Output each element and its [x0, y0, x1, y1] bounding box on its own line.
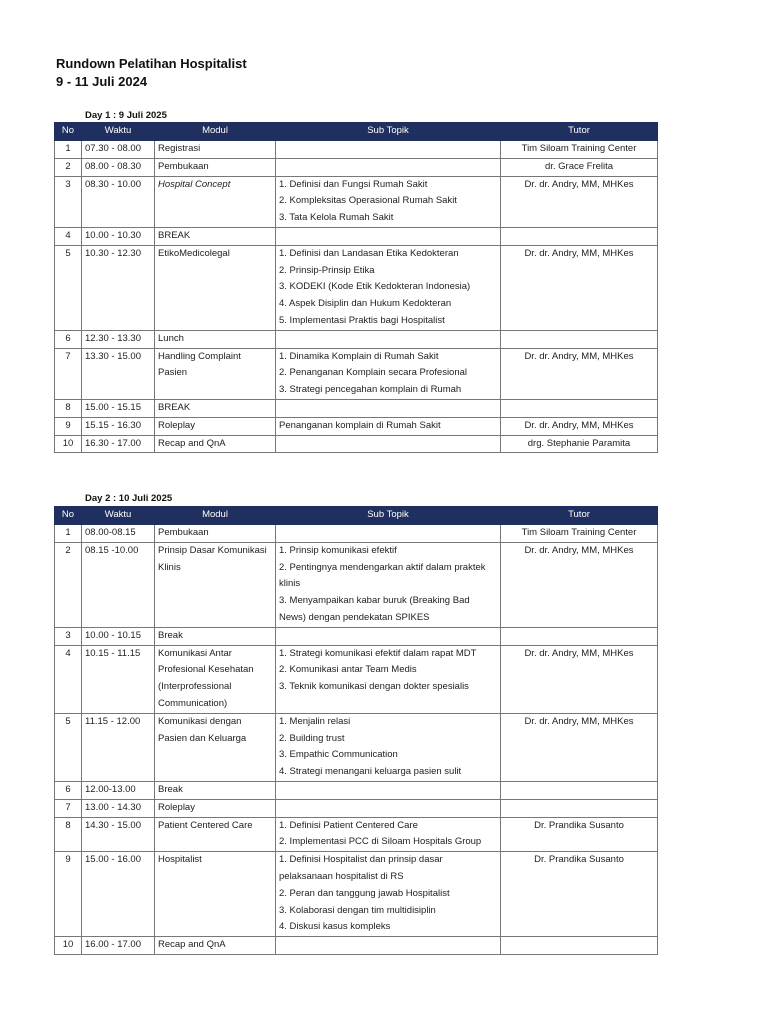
- row-tutor: Dr. Prandika Susanto: [501, 817, 658, 852]
- day1-table: [54, 122, 658, 453]
- row-subtopics: [276, 245, 501, 330]
- row-no: 7: [55, 799, 82, 817]
- row-module: Komunikasi Antar Profesional Kesehatan (Interprofessional Communication): [155, 645, 276, 713]
- day1-label: Day 1 : 9 Juli 2025: [85, 110, 167, 121]
- row-no: 2: [55, 158, 82, 176]
- row-module: Pembukaan: [155, 525, 276, 543]
- row-subtopics: [276, 435, 501, 453]
- subtopic-item: Penanganan komplain di Rumah Sakit: [279, 419, 441, 431]
- row-no: 9: [55, 852, 82, 937]
- header-no: No: [55, 507, 82, 525]
- row-tutor: [501, 227, 658, 245]
- row-no: 2: [55, 542, 82, 627]
- table-row: [55, 645, 658, 713]
- day2-table: [54, 506, 658, 955]
- table-row: [55, 245, 658, 330]
- subtopic-item: 2. Penanganan Komplain secara Profesional: [279, 367, 468, 379]
- table-row: [55, 817, 658, 852]
- row-tutor: Dr. Prandika Susanto: [501, 852, 658, 937]
- table-row: [55, 330, 658, 348]
- subtopic-item: 1. Definisi Hospitalist dan prinsip dasar pelaksanaan hospitalist di RS: [279, 854, 443, 882]
- row-time: 14.30 - 15.00: [82, 817, 155, 852]
- header-modul: Modul: [155, 507, 276, 525]
- header-sub-topik: Sub Topik: [276, 507, 501, 525]
- row-subtopics: [276, 348, 501, 399]
- row-tutor: [501, 330, 658, 348]
- table-row: [55, 435, 658, 453]
- row-no: 1: [55, 525, 82, 543]
- table-row: [55, 627, 658, 645]
- row-no: 10: [55, 435, 82, 453]
- header-sub-topik: Sub Topik: [276, 123, 501, 141]
- subtopic-item: 3. Tata Kelola Rumah Sakit: [279, 212, 394, 224]
- row-tutor: Tim Siloam Training Center: [501, 141, 658, 159]
- header-modul: Modul: [155, 123, 276, 141]
- header-tutor: Tutor: [501, 507, 658, 525]
- subtopic-item: 3. Kolaborasi dengan tim multidisiplin: [279, 904, 436, 916]
- row-time: 15.15 - 16.30: [82, 417, 155, 435]
- row-tutor: [501, 781, 658, 799]
- subtopic-item: 3. Strategi pencegahan komplain di Rumah: [279, 384, 462, 396]
- row-subtopics: [276, 713, 501, 781]
- table-row: [55, 852, 658, 937]
- header-waktu: Waktu: [82, 507, 155, 525]
- row-tutor: [501, 399, 658, 417]
- row-tutor: [501, 799, 658, 817]
- row-subtopics: [276, 645, 501, 713]
- header-waktu: Waktu: [82, 123, 155, 141]
- row-tutor: Dr. dr. Andry, MM, MHKes: [501, 417, 658, 435]
- subtopic-item: 3. Teknik komunikasi dengan dokter spesialis: [279, 681, 469, 693]
- table-header-row: [55, 123, 658, 141]
- row-module: Komunikasi dengan Pasien dan Keluarga: [155, 713, 276, 781]
- table-row: [55, 417, 658, 435]
- row-tutor: Dr. dr. Andry, MM, MHKes: [501, 245, 658, 330]
- row-subtopics: [276, 781, 501, 799]
- row-tutor: Dr. dr. Andry, MM, MHKes: [501, 645, 658, 713]
- header-tutor: Tutor: [501, 123, 658, 141]
- row-time: 15.00 - 16.00: [82, 852, 155, 937]
- row-time: 08.30 - 10.00: [82, 176, 155, 227]
- row-module: Pembukaan: [155, 158, 276, 176]
- row-module: BREAK: [155, 399, 276, 417]
- subtopic-item: 2. Kompleksitas Operasional Rumah Sakit: [279, 195, 457, 207]
- row-time: 10.30 - 12.30: [82, 245, 155, 330]
- row-no: 9: [55, 417, 82, 435]
- row-no: 1: [55, 141, 82, 159]
- row-time: 08.00 - 08.30: [82, 158, 155, 176]
- row-no: 8: [55, 399, 82, 417]
- row-time: 07.30 - 08.00: [82, 141, 155, 159]
- subtopic-item: 3. Empathic Communication: [279, 749, 398, 761]
- row-module: Registrasi: [155, 141, 276, 159]
- row-subtopics: [276, 937, 501, 955]
- row-tutor: Dr. dr. Andry, MM, MHKes: [501, 713, 658, 781]
- subtopic-item: 4. Strategi menangani keluarga pasien sulit: [279, 766, 462, 778]
- table-row: [55, 227, 658, 245]
- row-time: 12.00-13.00: [82, 781, 155, 799]
- row-time: 15.00 - 15.15: [82, 399, 155, 417]
- row-tutor: drg. Stephanie Paramita: [501, 435, 658, 453]
- table-row: [55, 781, 658, 799]
- subtopic-item: 1. Definisi Patient Centered Care: [279, 819, 418, 831]
- row-module: Handling Complaint Pasien: [155, 348, 276, 399]
- subtopic-item: 2. Komunikasi antar Team Medis: [279, 664, 417, 676]
- row-module: Recap and QnA: [155, 937, 276, 955]
- table-row: [55, 158, 658, 176]
- document-date-range: 9 - 11 Juli 2024: [56, 74, 148, 89]
- table-row: [55, 713, 658, 781]
- row-tutor: [501, 627, 658, 645]
- table-row: [55, 525, 658, 543]
- subtopic-item: 2. Building trust: [279, 732, 345, 744]
- row-time: 11.15 - 12.00: [82, 713, 155, 781]
- document-title: Rundown Pelatihan Hospitalist: [56, 56, 247, 71]
- row-tutor: [501, 937, 658, 955]
- row-subtopics: [276, 158, 501, 176]
- row-time: 10.00 - 10.15: [82, 627, 155, 645]
- row-tutor: Dr. dr. Andry, MM, MHKes: [501, 176, 658, 227]
- row-time: 13.00 - 14.30: [82, 799, 155, 817]
- subtopic-item: 1. Strategi komunikasi efektif dalam rapat MDT: [279, 647, 477, 659]
- row-tutor: dr. Grace Frelita: [501, 158, 658, 176]
- row-module: BREAK: [155, 227, 276, 245]
- row-no: 5: [55, 713, 82, 781]
- subtopic-item: 2. Peran dan tanggung jawab Hospitalist: [279, 887, 450, 899]
- table-row: [55, 348, 658, 399]
- row-module: Hospitalist: [155, 852, 276, 937]
- row-time: 08.00-08.15: [82, 525, 155, 543]
- row-time: 16.00 - 17.00: [82, 937, 155, 955]
- row-no: 4: [55, 227, 82, 245]
- row-time: 10.15 - 11.15: [82, 645, 155, 713]
- table-row: [55, 542, 658, 627]
- row-time: 13.30 - 15.00: [82, 348, 155, 399]
- subtopic-item: 1. Dinamika Komplain di Rumah Sakit: [279, 350, 439, 362]
- row-module: Roleplay: [155, 799, 276, 817]
- table-header-row: [55, 507, 658, 525]
- row-no: 6: [55, 781, 82, 799]
- subtopic-item: 2. Implementasi PCC di Siloam Hospitals Group: [279, 836, 482, 848]
- row-subtopics: [276, 417, 501, 435]
- row-subtopics: [276, 330, 501, 348]
- row-subtopics: [276, 799, 501, 817]
- header-no: No: [55, 123, 82, 141]
- day2-label: Day 2 : 10 Juli 2025: [85, 493, 173, 504]
- row-no: 3: [55, 176, 82, 227]
- table-row: [55, 399, 658, 417]
- row-no: 4: [55, 645, 82, 713]
- row-module: Break: [155, 627, 276, 645]
- table-row: [55, 937, 658, 955]
- row-no: 8: [55, 817, 82, 852]
- subtopic-item: 4. Diskusi kasus kompleks: [279, 921, 391, 933]
- row-subtopics: [276, 627, 501, 645]
- row-module: EtikoMedicolegal: [155, 245, 276, 330]
- subtopic-item: 1. Prinsip komunikasi efektif: [279, 544, 397, 556]
- subtopic-item: 2. Pentingnya mendengarkan aktif dalam praktek klinis: [279, 561, 486, 590]
- row-tutor: Dr. dr. Andry, MM, MHKes: [501, 348, 658, 399]
- row-no: 5: [55, 245, 82, 330]
- row-module: Recap and QnA: [155, 435, 276, 453]
- row-no: 3: [55, 627, 82, 645]
- row-tutor: Tim Siloam Training Center: [501, 525, 658, 543]
- subtopic-item: 1. Definisi dan Landasan Etika Kedokteran: [279, 247, 459, 259]
- subtopic-item: 5. Implementasi Praktis bagi Hospitalist: [279, 314, 445, 326]
- subtopic-item: 3. Menyampaikan kabar buruk (Breaking Bad News) dengan pendekatan SPIKES: [279, 595, 470, 623]
- subtopic-item: 2. Prinsip-Prinsip Etika: [279, 264, 375, 276]
- row-time: 12.30 - 13.30: [82, 330, 155, 348]
- table-row: [55, 176, 658, 227]
- subtopic-item: 4. Aspek Disiplin dan Hukum Kedokteran: [279, 298, 452, 310]
- table-row: [55, 141, 658, 159]
- table-row: [55, 799, 658, 817]
- row-subtopics: [276, 525, 501, 543]
- row-time: 10.00 - 10.30: [82, 227, 155, 245]
- row-no: 7: [55, 348, 82, 399]
- row-subtopics: [276, 176, 501, 227]
- row-subtopics: [276, 542, 501, 627]
- row-module: Prinsip Dasar Komunikasi Klinis: [155, 542, 276, 627]
- row-module: Patient Centered Care: [155, 817, 276, 852]
- row-module: Break: [155, 781, 276, 799]
- subtopic-item: 3. KODEKI (Kode Etik Kedokteran Indonesia): [279, 281, 471, 293]
- row-subtopics: [276, 852, 501, 937]
- row-subtopics: [276, 141, 501, 159]
- row-subtopics: [276, 399, 501, 417]
- row-no: 10: [55, 937, 82, 955]
- subtopic-item: 1. Definisi dan Fungsi Rumah Sakit: [279, 178, 428, 190]
- row-module: Roleplay: [155, 417, 276, 435]
- row-subtopics: [276, 227, 501, 245]
- row-module: Hospital Concept: [155, 176, 276, 227]
- row-time: 08.15 -10.00: [82, 542, 155, 627]
- row-tutor: Dr. dr. Andry, MM, MHKes: [501, 542, 658, 627]
- subtopic-item: 1. Menjalin relasi: [279, 715, 351, 727]
- row-no: 6: [55, 330, 82, 348]
- row-subtopics: [276, 817, 501, 852]
- row-time: 16.30 - 17.00: [82, 435, 155, 453]
- row-module: Lunch: [155, 330, 276, 348]
